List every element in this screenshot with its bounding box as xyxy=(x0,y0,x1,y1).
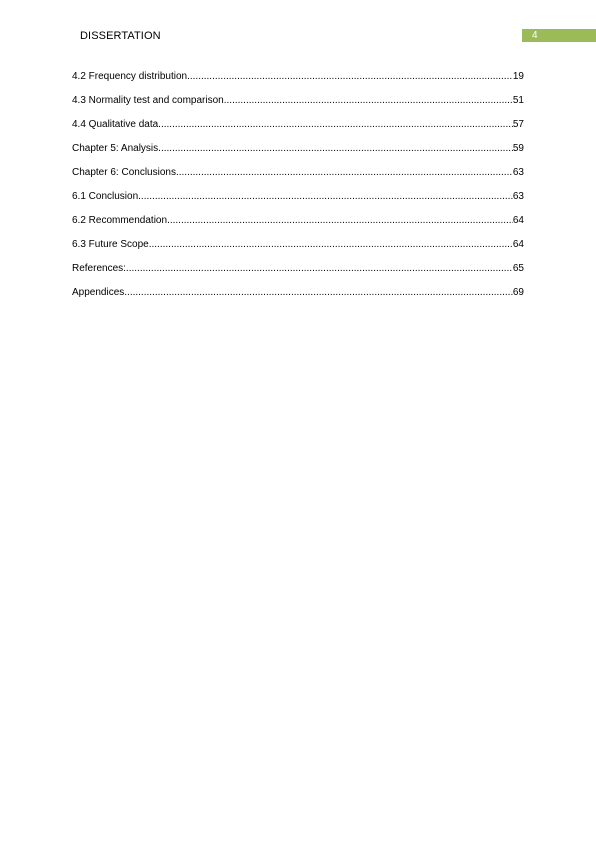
toc-entry-page: 63 xyxy=(512,167,524,178)
toc-dot-leader xyxy=(126,262,513,276)
toc-entry[interactable] xyxy=(72,118,524,142)
toc-entry[interactable] xyxy=(72,262,524,286)
toc-entry-page: 69 xyxy=(512,287,524,298)
toc-entry-title: 4.2 Frequency distribution xyxy=(72,71,188,82)
toc-entry-title: References: xyxy=(72,263,126,274)
toc-dot-leader xyxy=(138,190,513,204)
toc-entry[interactable] xyxy=(72,142,524,166)
toc-dot-leader xyxy=(167,214,513,228)
toc-entry-page: 57 xyxy=(512,119,524,130)
toc-entry-title: Appendices xyxy=(72,287,125,298)
toc-entry-title: Chapter 6: Conclusions xyxy=(72,167,176,178)
toc-dot-leader xyxy=(149,238,513,252)
toc-entry-title: 4.4 Qualitative data xyxy=(72,119,159,130)
toc-entry-page: 63 xyxy=(512,191,524,202)
toc-entry[interactable] xyxy=(72,94,524,118)
running-header-title: DISSERTATION xyxy=(80,30,161,42)
toc-entry[interactable] xyxy=(72,238,524,262)
toc-entry-title: 6.1 Conclusion xyxy=(72,191,139,202)
toc-entry[interactable] xyxy=(72,286,524,310)
toc-entry-page: 64 xyxy=(512,239,524,250)
toc-entry[interactable] xyxy=(72,70,524,94)
toc-entry-page: 65 xyxy=(512,263,524,274)
toc-dot-leader xyxy=(187,70,513,84)
toc-entry-title: 4.3 Normality test and comparison xyxy=(72,95,224,106)
toc-entry-page: 64 xyxy=(512,215,524,226)
toc-entry-title: 6.3 Future Scope xyxy=(72,239,149,250)
toc-entry[interactable] xyxy=(72,214,524,238)
toc-entry-title: 6.2 Recommendation xyxy=(72,215,168,226)
toc-entry-page: 19 xyxy=(512,71,524,82)
page-number-badge xyxy=(522,29,596,42)
toc-dot-leader xyxy=(124,286,513,300)
toc-dot-leader xyxy=(158,142,513,156)
toc-entry-title: Chapter 5: Analysis xyxy=(72,143,159,154)
table-of-contents xyxy=(72,70,524,310)
toc-entry-page: 59 xyxy=(512,143,524,154)
toc-entry[interactable] xyxy=(72,190,524,214)
toc-dot-leader xyxy=(224,94,513,108)
toc-entry[interactable] xyxy=(72,166,524,190)
toc-dot-leader xyxy=(176,166,513,180)
toc-dot-leader xyxy=(158,118,513,132)
toc-entry-page: 51 xyxy=(512,95,524,106)
page-number: 4 xyxy=(532,30,538,41)
